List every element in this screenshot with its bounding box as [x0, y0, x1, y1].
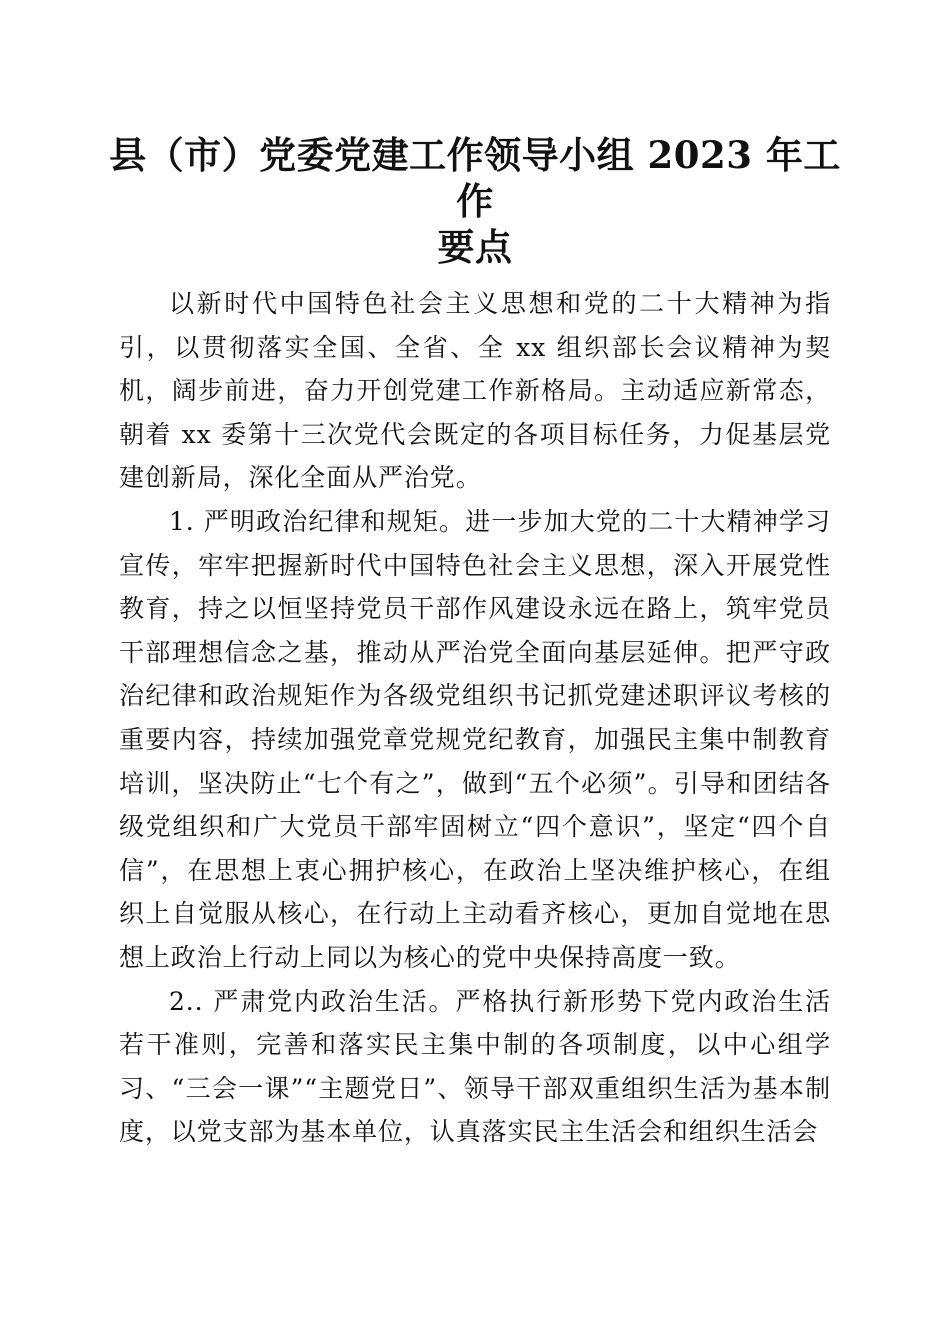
paragraph-item-2: 2.. 严肃党内政治生活。严格执行新形势下党内政治生活若干准则，完善和落实民主集中制的各项制度，以中心组学习、“三会一课”“主题党日”、领导干部双重组织生活为基本制度，以党支部为基本单位，认真落实民主生活会和组织生活会: [119, 986, 831, 1147]
title-line-2: 要点: [437, 225, 513, 269]
paragraph-item-1: 1. 严明政治纪律和规矩。进一步加大党的二十大精神学习宣传，牢牢把握新时代中国特色社会主义思想，深入开展党性教育，持之以恒坚持党员干部作风建设永远在路上，筑牢党员干部理想信念之基，推动从严治党全面向基层延伸。把严守政治纪律和政治规矩作为各级党组织书记抓党建述职评议考核的重要内容，持续加强党章党规党纪教育，加强民主集中制教育培训，坚决防止“七个有之”，做到“五个必须”。引导和团结各级党组织和广大党员干部牢固树立“四个意识”，坚定“四个自信”，在思想上衷心拥护核心，在政治上坚决维护核心，在组织上自觉服从核心，在行动上主动看齐核心，更加自觉地在思想上政治上行动上同以为核心的党中央保持高度一致。: [119, 506, 831, 972]
paragraph-intro: 以新时代中国特色社会主义思想和党的二十大精神为指引，以贯彻落实全国、全省、全 xx 组织部长会议精神为契机，阔步前进，奋力开创党建工作新格局。主动适应新常态，朝着 xx 委第十三次党代会既定的各项目标任务，力促基层党建创新局，深化全面从严治党。: [119, 289, 831, 493]
title-line-1: 县（市）党委党建工作领导小组 2023 年工作: [109, 133, 841, 223]
document-title: [100, 132, 850, 270]
document-body: [119, 282, 831, 1154]
